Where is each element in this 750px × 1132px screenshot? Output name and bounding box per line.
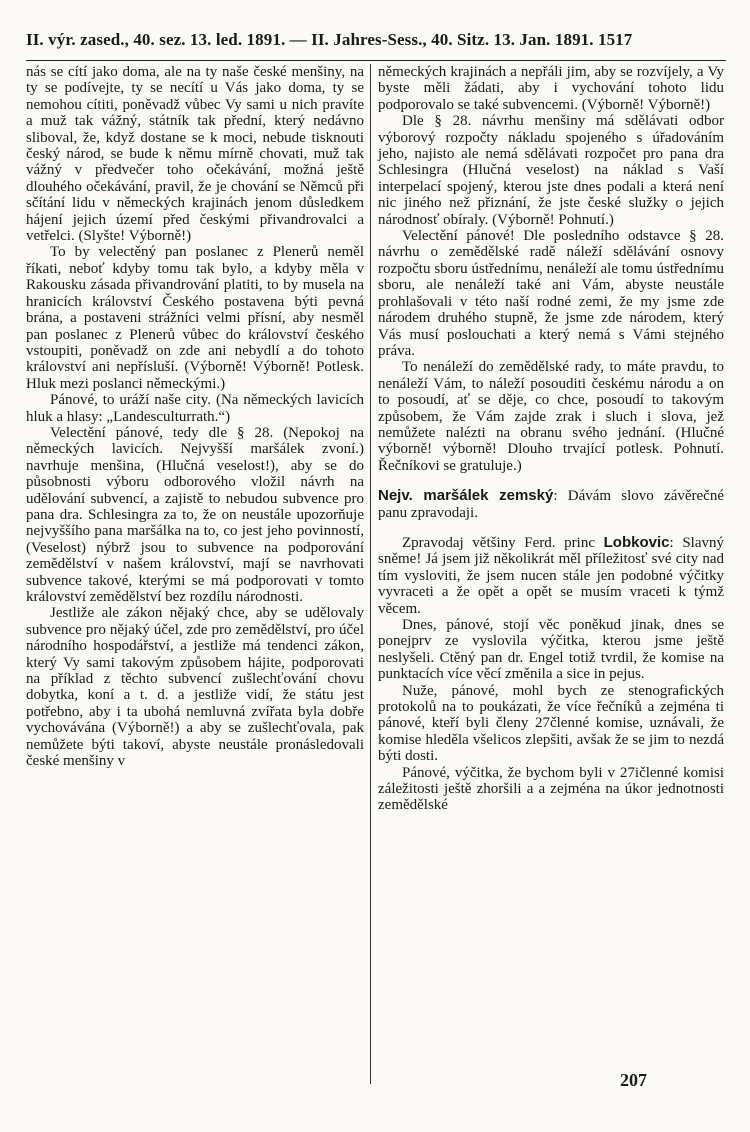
speaker-text: : Dávám slovo závěrečné panu zpravodaji. — [378, 488, 724, 521]
speaker-text: : Slavný sněme! Já jsem již několikrát měl příležitosť své city nad tím vysloviti, že jsem nucen stále jen podobné výčitky vyvraceti a že opět a opět se musím vraceti k týmž věcem. — [378, 534, 724, 617]
paragraph: Dnes, pánové, stojí věc poněkud jinak, dnes se ponejprv ze vyslovila výčitka, kterou jsme ještě neslyšeli. Ctěný pan dr. Engel totiž tvrdil, že komise na punktacích více věcí změnila a sice in pejus. — [378, 617, 724, 683]
paragraph: Dle § 28. návrhu menšiny má sdělávati odbor výborový rozpočty nákladu spojeného s úřadováním jeho, najisto ale nemá sdělávati rozpočet pro pana dra Schlesingra (Hlučná veselost) na náklad s Vaší interpelací spojený, kterou jste dnes podali a která není nic jiného než přiznání, že jste české služky o jejich národnosť obíraly. (Výborně! Pohnutí.) — [378, 113, 724, 228]
paragraph: Pánové, to uráží naše city. (Na německých lavicích hluk a hlasy: „Landesculturrath.“) — [26, 392, 364, 425]
left-column — [26, 64, 364, 769]
paragraph: německých krajinách a nepřáli jim, aby se rozvíjely, a Vy byste měli žádati, aby i vychování tohoto lidu podporovalo se také subvencemi. (Výborně! Výborně!) — [378, 64, 724, 113]
speaker-paragraph — [378, 535, 724, 617]
paragraph: Velectění pánové! Dle posledního odstavce § 28. návrhu o zemědělské radě náleží sdělávání osnovy rozpočtu sboru ústřednímu, nenáleží ale tomu ústřednímu sboru, ale nenáleží také ani Vám, abyste neustále prohlašovali v této naší rodné zemi, že my jsme zde národem druhého stupně, že jsme zde národem, který Vás musí poslouchati a který nemá s Vámi stejného práva. — [378, 228, 724, 359]
page-number: 207 — [620, 1070, 647, 1090]
right-column — [378, 64, 724, 814]
column-divider — [370, 64, 371, 1084]
paragraph: To by velectěný pan poslanec z Plenerů neměl říkati, neboť kdyby tomu tak bylo, a kdyby měla v Rakousku zásada přivandrování platiti, to by musela na hranicích království Českého postavena býti pevná brána, a postaveni strážníci velmi přísní, aby nesměl pan poslanec z Plenerů vůbec do království českého vstoupiti, poněvadž on zde ani nebydlí a do tohoto království ani nepřísluší. (Výborně! Výborně! Potlesk. Hluk mezi poslanci německými.) — [26, 244, 364, 392]
paragraph: Velectění pánové, tedy dle § 28. (Nepokoj na německých lavicích. Nejvyšší maršálek zvoní.) navrhuje menšina, (Hlučná veselost!), aby se do působnosti výboru odborového vložil návrh na udělování subvencí, a zajistě to nebudou subvence pro pana dra. Schlesingra za to, že on neustále upozorňuje nejvyššího pana maršálka na to, co jest jeho povinností, (Veselost) nýbrž jsou to subvence na podporování zemědělství v našem království, mají se navrhovati subvence takové, kterými se má podporovati v tomto království zemědělství bez rozdílu národnosti. — [26, 424, 364, 605]
speaker-intro: Zpravodaj většiny Ferd. princ — [402, 534, 604, 551]
paragraph: Jestliže ale zákon nějaký chce, aby se udělovaly subvence pro nějaký účel, zde pro zemědělství, pro účel národního hospodářství, a jestliže má tendenci zákon, který Vy sami takovým způsobem hájite, podporovati na příklad z těchto subvencí zušlechťování chovu dobytka, koní a t. d. a jestliže vidí, že státu jest potřebno, aby i ta ubohá nemluvná zvířata byla dobře vychovávána (Výborně!) a aby se zušlechťovala, pak nemůžete býti takoví, abyste neustále pronásledovali české menšiny v — [26, 605, 364, 770]
speaker-paragraph — [378, 488, 724, 521]
paragraph: Pánové, výčitka, že bychom byli v 27ičlenné komisi záležitosti ještě zhoršili a a zejména na úkor jednotnosti zemědělské — [378, 764, 724, 814]
header-rule — [26, 60, 726, 61]
running-head: II. výr. zased., 40. sez. 13. led. 1891. — II. Jahres-Sess., 40. Sitz. 13. Jan. 1891. 1517 — [26, 30, 633, 49]
paragraph: To nenáleží do zemědělské rady, to máte pravdu, to nenáleží Vám, to náleží posouditi českému národu a on to posoudí, ať se děje, co chce, posoudí to takovým způsobem, že Vám zajde zrak i sluch i slova, jež nemůžete nalézti na obranu svého jednání. (Hlučné výborně! výborně! Dlouho trvající potlesk. Pohnutí. Řečníkovi se gratuluje.) — [378, 359, 724, 474]
paragraph: nás se cítí jako doma, ale na ty naše české menšiny, na ty se podívejte, ty se necítí u Vás jako doma, ty se nemohou cítiti, poněvadž vůbec Vy sami u nich pravíte a muž tak vážný, státník tak přední, který nedávno sliboval, že, když dostane se k moci, nebude tisknouti český národ, se bude k němu mírně chovati, muž tak vážný v předvečer toho očekávání, možná ještě dlouhého očekávání, pravil, že je chování se Němců při sčítání lidu v německých krajinách jenom důsledkem hájení jejich území před českými přivandrovalci a vetřelci. (Slyšte! Výborně!) — [26, 64, 364, 245]
speaker-name: Lobkovic — [603, 533, 670, 551]
paragraph: Nuže, pánové, mohl bych ze stenografických protokolů na to poukázati, že více řečníků a zejména ti pánové, kteří byli členy 27členné komise, uznávali, že komise hleděla všelicos zlepšiti, avšak že se jim to nezdá býti dosti. — [378, 682, 724, 765]
speaker-name: Nejv. maršálek zemský — [378, 487, 554, 505]
